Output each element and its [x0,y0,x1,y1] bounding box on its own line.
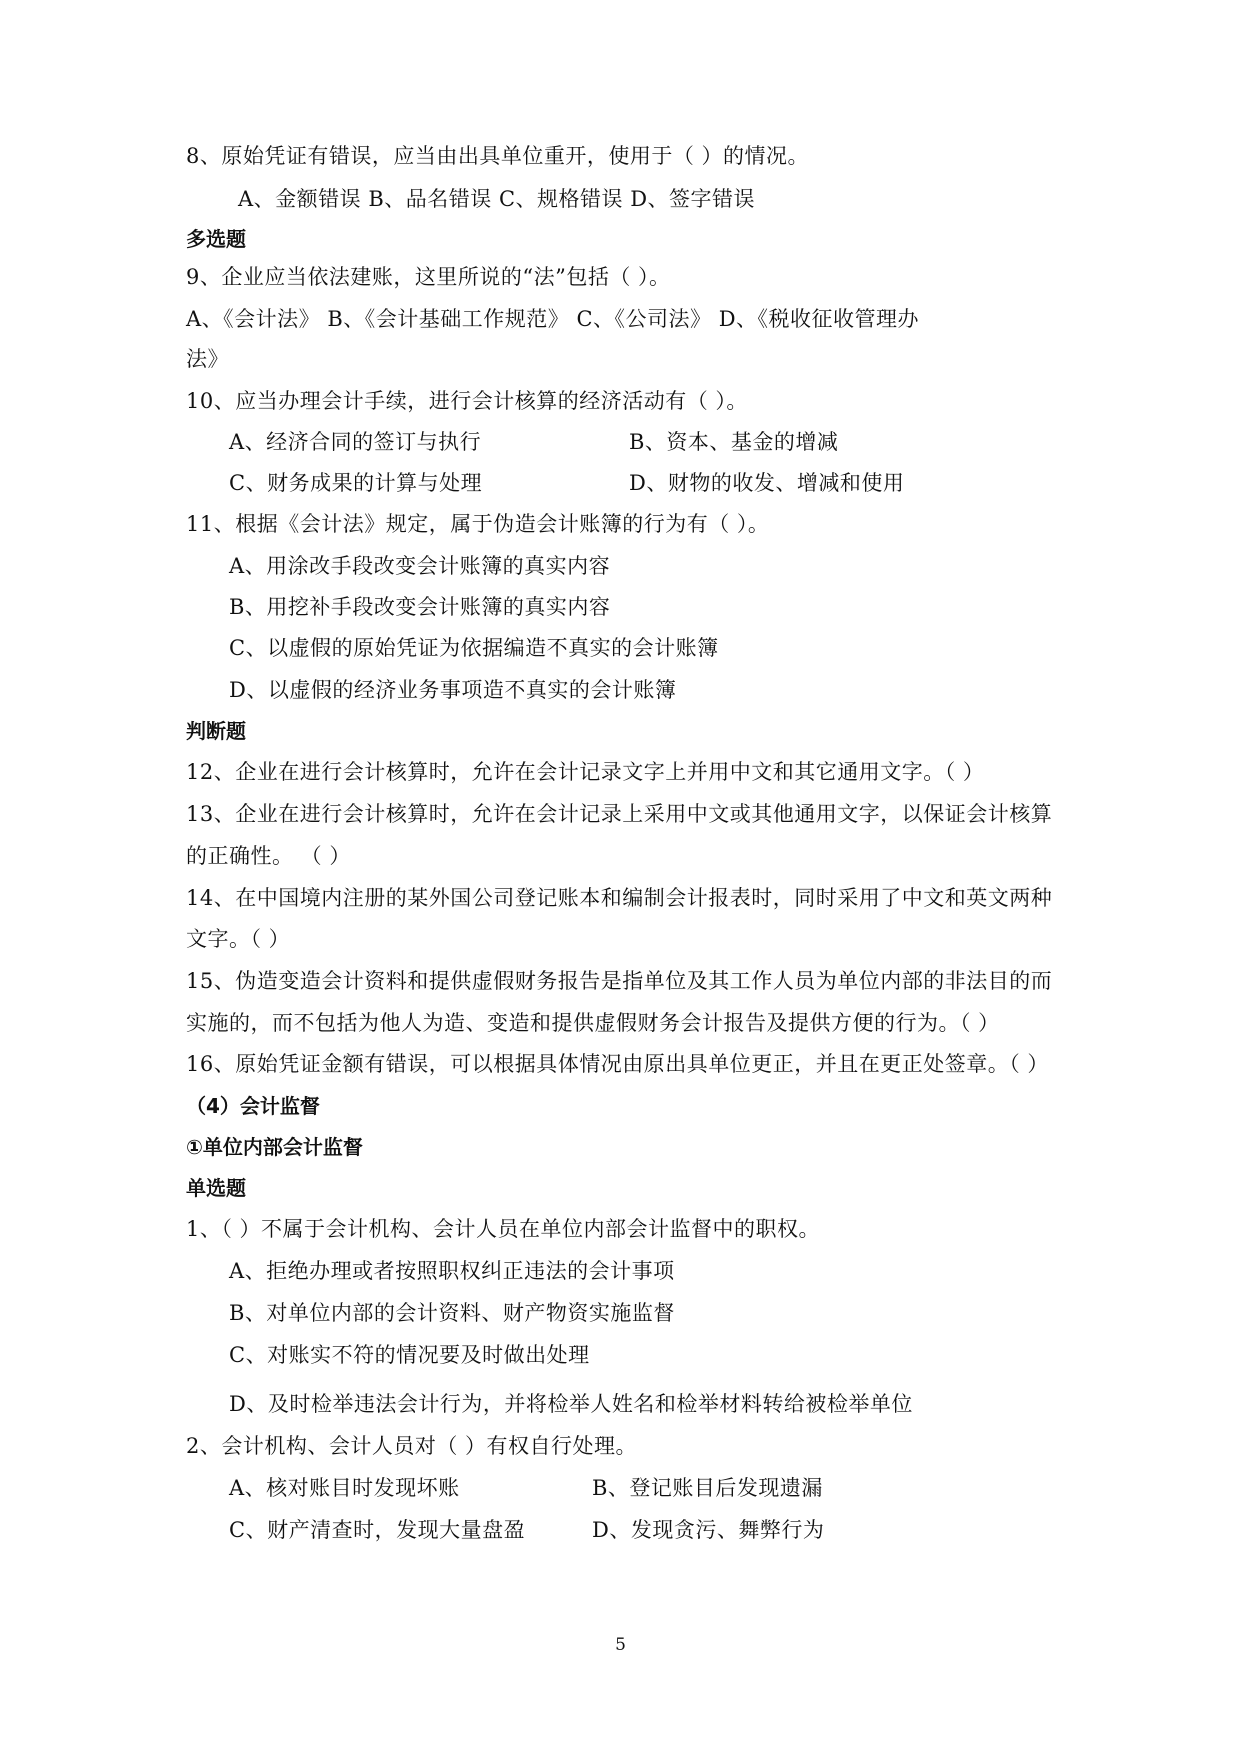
true-false-heading: 判断题 [186,719,246,743]
question-11-option-b: B、用挖补手段改变会计账簿的真实内容 [229,595,611,619]
question-14-line-2: 文字。（ ） [186,927,291,951]
single-question-1-option-d: D、及时检举违法会计行为，并将检举人姓名和检举材料转给被检举单位 [229,1392,913,1416]
question-9-options: A、《会计法》 B、《会计基础工作规范》 C、《公司法》 D、《税收征收管理办 [186,307,920,331]
single-question-1-option-a: A、拒绝办理或者按照职权纠正违法的会计事项 [229,1259,675,1283]
question-13-line-1: 13、企业在进行会计核算时，允许在会计记录上采用中文或其他通用文字，以保证会计核算 [186,802,1053,826]
question-13-line-2: 的正确性。 （ ） [186,844,351,868]
single-question-2-option-a: A、核对账目时发现坏账 [229,1476,460,1500]
question-8-stem: 8、原始凭证有错误，应当由出具单位重开，使用于（ ）的情况。 [186,144,810,168]
question-15-line-2: 实施的，而不包括为他人为造、变造和提供虚假财务会计报告及提供方便的行为。（ ） [186,1011,1000,1035]
question-11-stem: 11、根据《会计法》规定，属于伪造会计账簿的行为有（ ）。 [186,512,770,536]
single-choice-heading: 单选题 [186,1176,246,1200]
single-question-2-option-d: D、发现贪污、舞弊行为 [592,1518,825,1542]
subsection-heading: ①单位内部会计监督 [186,1135,363,1159]
multi-choice-heading: 多选题 [186,227,246,251]
question-14-line-1: 14、在中国境内注册的某外国公司登记账本和编制会计报表时，同时采用了中文和英文两种 [186,886,1053,910]
single-question-2-option-b: B、登记账目后发现遗漏 [592,1476,823,1500]
single-question-1-stem: 1、（ ）不属于会计机构、会计人员在单位内部会计监督中的职权。 [186,1217,821,1241]
single-question-2-option-c: C、财产清查时，发现大量盘盈 [229,1518,526,1542]
question-10-option-b: B、资本、基金的增减 [629,430,839,454]
question-10-option-d: D、财物的收发、增减和使用 [629,471,905,495]
question-10-option-a: A、经济合同的签订与执行 [229,430,482,454]
question-10-option-c: C、财务成果的计算与处理 [229,471,483,495]
question-15-line-1: 15、伪造变造会计资料和提供虚假财务报告是指单位及其工作人员为单位内部的非法目的而 [186,969,1053,993]
question-12: 12、企业在进行会计核算时，允许在会计记录文字上并用中文和其它通用文字。（ ） [186,760,985,784]
question-9-options-cont: 法》 [186,347,229,371]
question-16: 16、原始凭证金额有错误，可以根据具体情况由原出具单位更正，并且在更正处签章。（ ） [186,1052,1049,1076]
question-11-option-d: D、以虚假的经济业务事项造不真实的会计账簿 [229,678,677,702]
section-heading: （4）会计监督 [186,1094,320,1118]
single-question-1-option-c: C、对账实不符的情况要及时做出处理 [229,1343,590,1367]
single-question-2-stem: 2、会计机构、会计人员对（ ）有权自行处理。 [186,1434,638,1458]
question-11-option-a: A、用涂改手段改变会计账簿的真实内容 [229,554,611,578]
question-9-stem: 9、企业应当依法建账，这里所说的“法”包括（ ）。 [186,265,671,289]
question-11-option-c: C、以虚假的原始凭证为依据编造不真实的会计账簿 [229,636,719,660]
question-10-stem: 10、应当办理会计手续，进行会计核算的经济活动有（ ）。 [186,389,748,413]
question-8-options: A、金额错误 B、品名错误 C、规格错误 D、签字错误 [238,187,756,211]
page-number: 5 [615,1635,626,1655]
single-question-1-option-b: B、对单位内部的会计资料、财产物资实施监督 [229,1301,675,1325]
